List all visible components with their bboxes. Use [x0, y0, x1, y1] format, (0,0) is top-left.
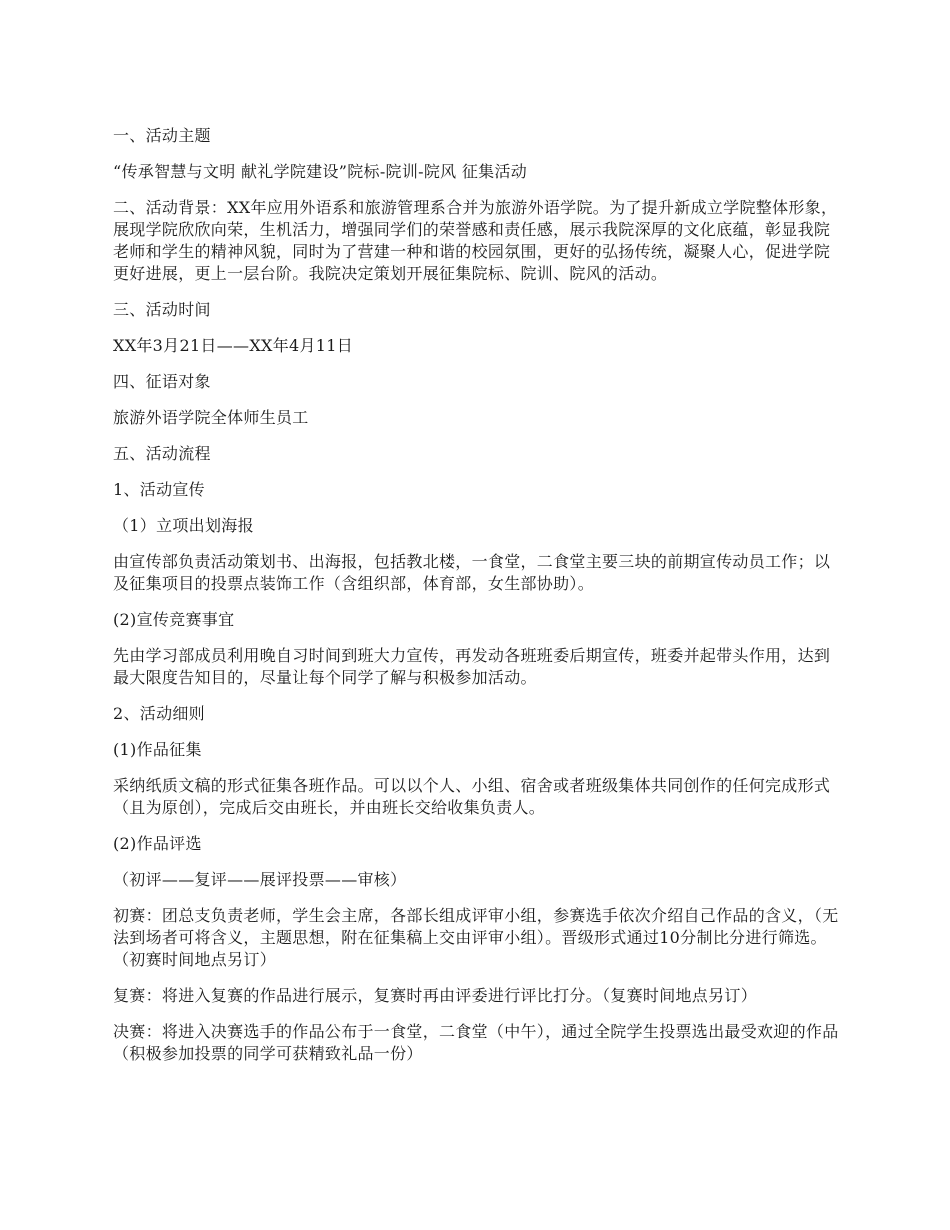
section-heading-time: 三、活动时间 [113, 300, 211, 319]
semifinal-paragraph: 复赛：将进入复赛的作品进行展示，复赛时再由评委进行评比打分。（复赛时间地点另订） [113, 986, 758, 1005]
section-heading-audience: 四、征语对象 [113, 372, 211, 391]
collection-paragraph: 采纳纸质文稿的形式征集各班作品。可以以个人、小组、宿舍或者班级集体共同创作的任何完成形式（且为原创），完成后交由班长，并由班长交给收集负责人。 [113, 776, 831, 817]
background-paragraph: 二、活动背景：XX年应用外语系和旅游管理系合并为旅游外语学院。为了提升新成立学院整体形象，展现学院欣欣向荣，生机活力，增强同学们的荣誉感和责任感，展示我院深厚的文化底蕴，彰显我院老师和学生的精神风貌，同时为了营建一种和谐的校园氛围，更好的弘扬传统，凝聚人心，促进学院更好进展，更上一层台阶。我院决定策划开展征集院标、院训、院风的活动。 [113, 198, 838, 283]
item-poster: （1）立项出划海报 [113, 516, 254, 535]
section-heading-theme: 一、活动主题 [113, 126, 211, 145]
item-collection: (1)作品征集 [113, 740, 202, 759]
preliminary-paragraph: 初赛：团总支负责老师，学生会主席，各部长组成评审小组，参赛选手依次介绍自己作品的含义，（无法到场者可将含义，主题思想，附在征集稿上交由评审小组）。晋级形式通过10分制比分进行筛选。（初赛时间地点另订） [113, 906, 839, 969]
final-paragraph: 决赛：将进入决赛选手的作品公布于一食堂，二食堂（中午），通过全院学生投票选出最受欢迎的作品（积极参加投票的同学可获精致礼品一份） [113, 1022, 839, 1063]
document-body [113, 125, 843, 1079]
competition-promo-paragraph: 先由学习部成员利用晚自习时间到班大力宣传，再发动各班班委后期宣传，班委并起带头作用，达到最大限度告知目的，尽量让每个同学了解与积极参加活动。 [113, 646, 831, 687]
poster-paragraph: 由宣传部负责活动策划书、出海报，包括教北楼，一食堂，二食堂主要三块的前期宣传动员工作；以及征集项目的投票点装饰工作（含组织部，体育部，女生部协助）。 [113, 552, 831, 593]
subheading-promotion: 1、活动宣传 [113, 480, 205, 499]
item-selection: (2)作品评选 [113, 834, 202, 853]
theme-text: “传承智慧与文明 献礼学院建设”院标-院训-院风 征集活动 [113, 162, 528, 181]
item-competition-promo: (2)宣传竞赛事宜 [113, 610, 235, 629]
selection-stages: （初评——复评——展评投票——审核） [113, 870, 407, 889]
subheading-rules: 2、活动细则 [113, 704, 205, 723]
audience-text: 旅游外语学院全体师生员工 [113, 408, 309, 427]
time-text: XX年3月21日——XX年4月11日 [113, 336, 354, 355]
section-heading-process: 五、活动流程 [113, 444, 211, 463]
